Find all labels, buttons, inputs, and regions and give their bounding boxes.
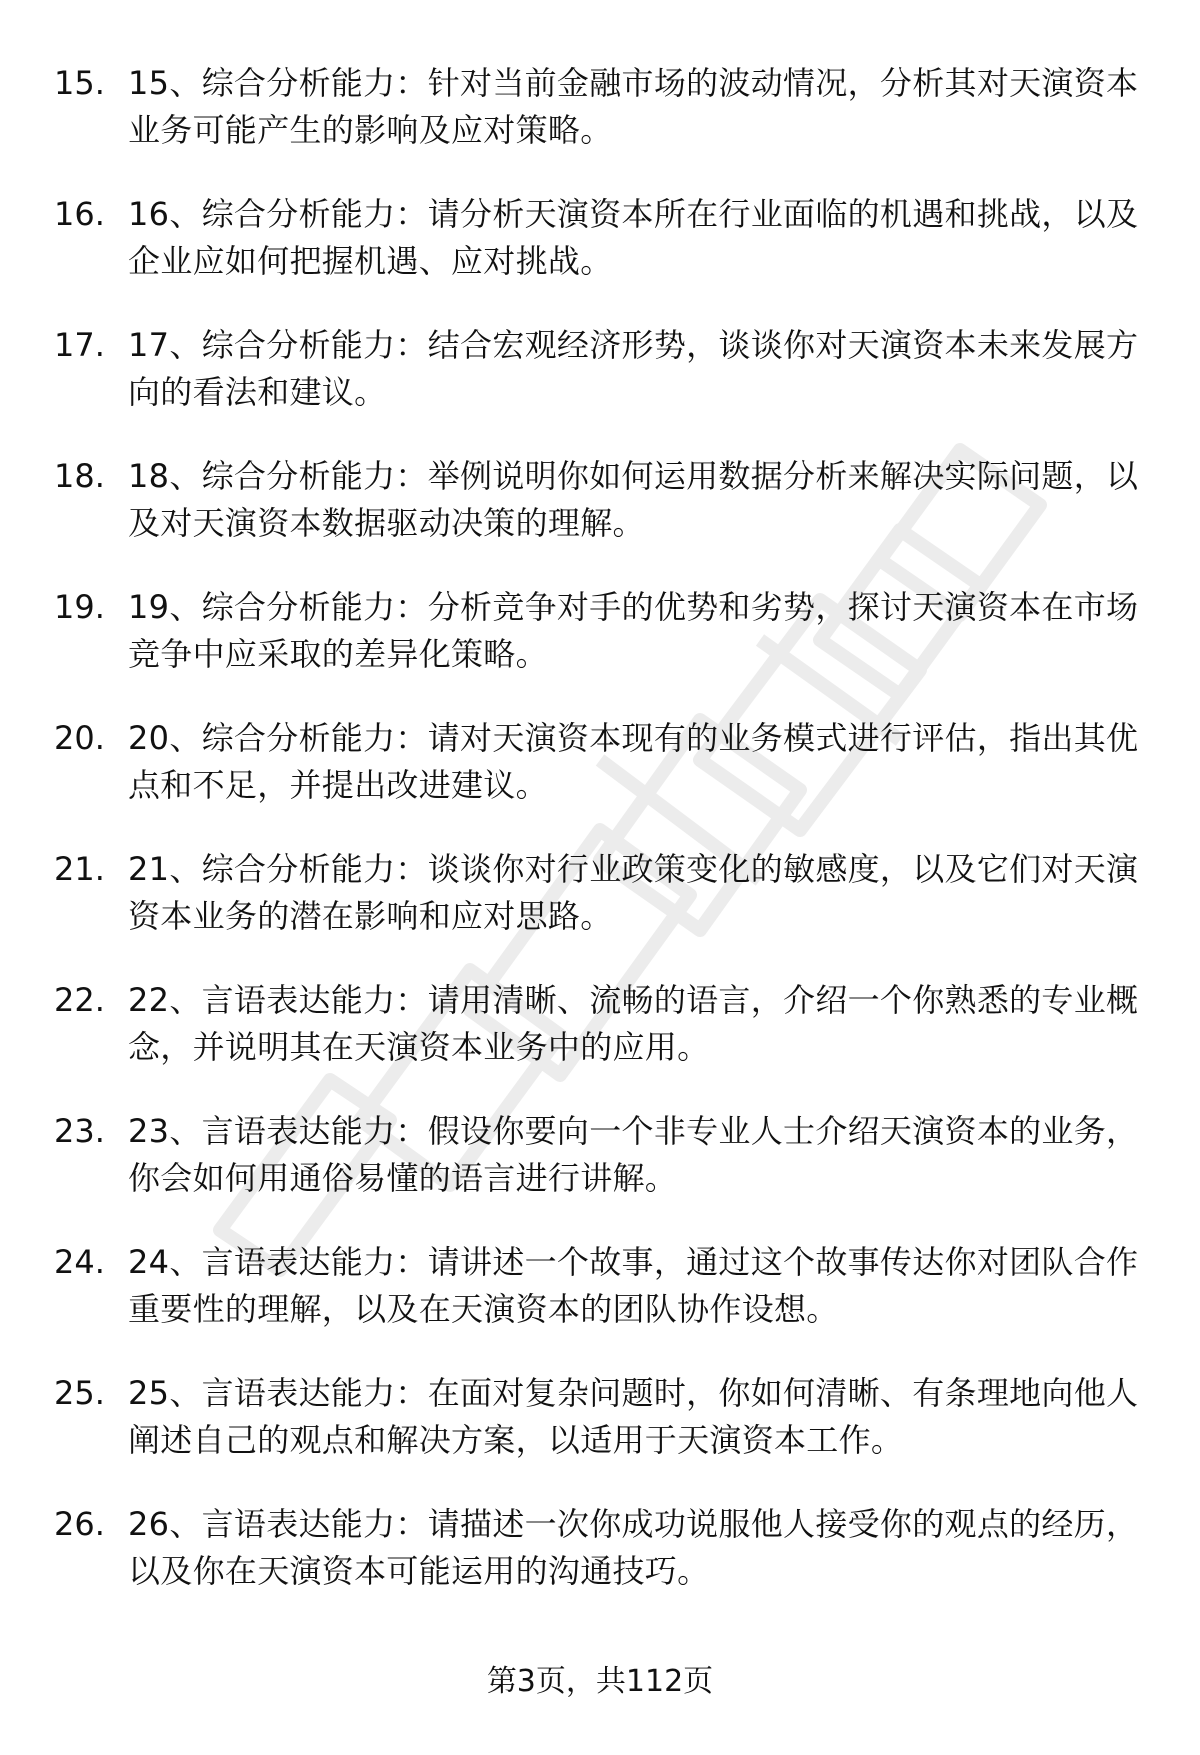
list-item (0, 977, 1200, 1108)
question-number: 16. (54, 195, 105, 233)
page-number-footer: 第3页，共112页 (486, 1664, 714, 1699)
list-item (0, 1239, 1200, 1370)
question-number: 23. (54, 1112, 105, 1150)
question-number: 22. (54, 981, 105, 1019)
question-number: 26. (54, 1505, 105, 1543)
list-item (0, 60, 1200, 191)
question-text: 20、综合分析能力：请对天演资本现有的业务模式进行评估，指出其优点和不足，并提出改进建议。 (128, 719, 1139, 804)
question-text: 23、言语表达能力：假设你要向一个非专业人士介绍天演资本的业务，你会如何用通俗易懂的语言进行讲解。 (128, 1112, 1139, 1197)
question-number: 17. (54, 326, 105, 364)
list-item (0, 322, 1200, 453)
question-number: 21. (54, 850, 105, 888)
question-text: 15、综合分析能力：针对当前金融市场的波动情况，分析其对天演资本业务可能产生的影响及应对策略。 (128, 64, 1139, 149)
question-text: 21、综合分析能力：谈谈你对行业政策变化的敏感度，以及它们对天演资本业务的潜在影响和应对思路。 (128, 850, 1139, 935)
question-text: 18、综合分析能力：举例说明你如何运用数据分析来解决实际问题，以及对天演资本数据驱动决策的理解。 (128, 457, 1139, 542)
list-item (0, 846, 1200, 977)
question-number: 19. (54, 588, 105, 626)
question-number: 25. (54, 1374, 105, 1412)
question-text: 17、综合分析能力：结合宏观经济形势，谈谈你对天演资本未来发展方向的看法和建议。 (128, 326, 1139, 411)
list-item (0, 1370, 1200, 1501)
list-item (0, 1108, 1200, 1239)
question-number: 18. (54, 457, 105, 495)
list-item (0, 1501, 1200, 1632)
list-item (0, 191, 1200, 322)
question-text: 19、综合分析能力：分析竞争对手的优势和劣势，探讨天演资本在市场竞争中应采取的差异化策略。 (128, 588, 1139, 673)
list-item (0, 453, 1200, 584)
question-number: 20. (54, 719, 105, 757)
list-item (0, 715, 1200, 846)
question-number: 15. (54, 64, 105, 102)
question-text: 26、言语表达能力：请描述一次你成功说服他人接受你的观点的经历，以及你在天演资本可能运用的沟通技巧。 (128, 1505, 1139, 1590)
question-text: 24、言语表达能力：请讲述一个故事，通过这个故事传达你对团队合作重要性的理解，以及在天演资本的团队协作设想。 (128, 1243, 1139, 1328)
question-text: 16、综合分析能力：请分析天演资本所在行业面临的机遇和挑战，以及企业应如何把握机遇、应对挑战。 (128, 195, 1139, 280)
list-item (0, 584, 1200, 715)
question-number: 24. (54, 1243, 105, 1281)
question-text: 25、言语表达能力：在面对复杂问题时，你如何清晰、有条理地向他人阐述自己的观点和解决方案，以适用于天演资本工作。 (128, 1374, 1139, 1459)
question-list (0, 60, 1200, 1632)
question-text: 22、言语表达能力：请用清晰、流畅的语言，介绍一个你熟悉的专业概念，并说明其在天演资本业务中的应用。 (128, 981, 1139, 1066)
